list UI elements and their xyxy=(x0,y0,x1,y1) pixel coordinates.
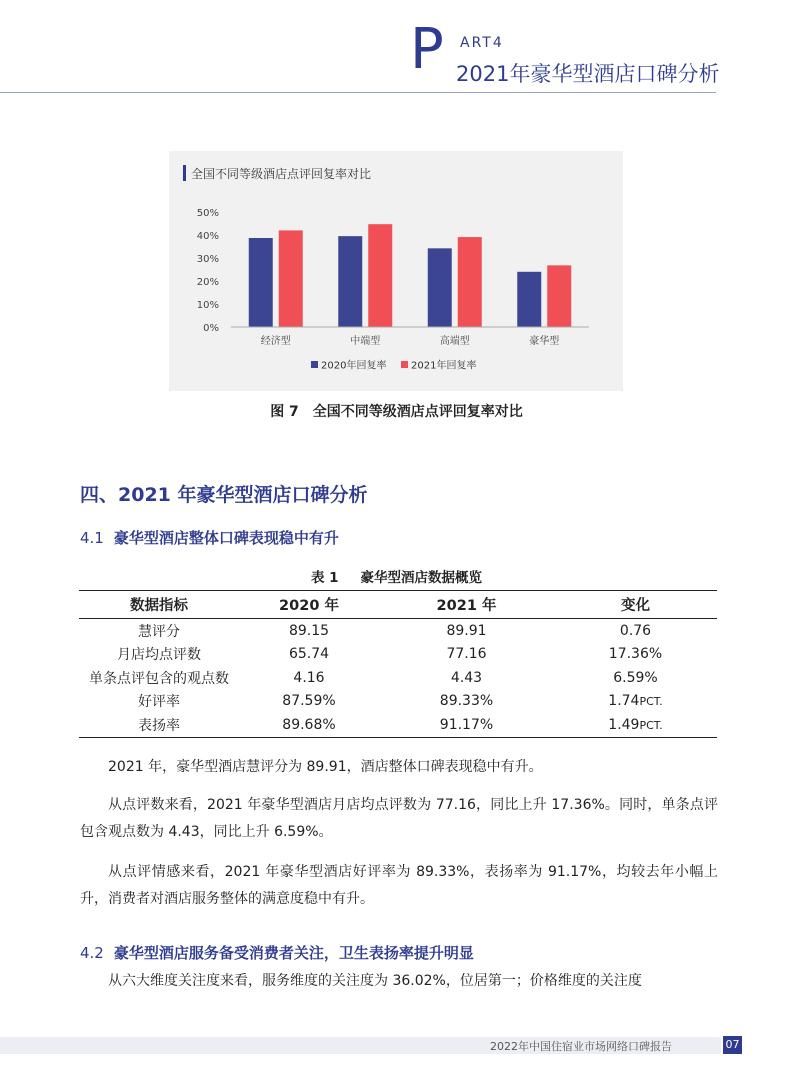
bar-2021 xyxy=(547,265,571,327)
figure-caption: 图 7 全国不同等级酒店点评回复率对比 xyxy=(270,404,523,420)
y-tick-label: 50% xyxy=(196,208,219,219)
y-tick-label: 20% xyxy=(196,277,219,288)
table-cell: 6.59% xyxy=(613,669,658,686)
table-cell: 89.91 xyxy=(446,622,487,639)
bar-2020 xyxy=(249,238,273,327)
table-cell: 77.16 xyxy=(446,646,487,663)
bar-2020 xyxy=(517,272,541,327)
bar-2020 xyxy=(338,236,362,327)
table-cell: 1.49PCT. xyxy=(554,713,717,737)
table-cell: 89.68% xyxy=(239,713,379,737)
chart-title-marker xyxy=(183,165,186,181)
footer-report-title: 2022年中国住宿业市场网络口碑报告 xyxy=(490,1040,672,1053)
table-header-cell: 2021 年 xyxy=(379,591,554,619)
table-cell: 1.74PCT. xyxy=(608,693,663,710)
x-tick-label: 高端型 xyxy=(439,336,470,347)
table-cell: 91.17% xyxy=(379,713,554,737)
table-cell: 0.76 xyxy=(619,622,652,639)
data-table xyxy=(79,590,717,738)
table-cell: 65.74 xyxy=(288,646,330,663)
table-cell: 4.43 xyxy=(450,669,483,686)
x-tick-label: 豪华型 xyxy=(529,336,560,347)
page-header-title: 2021年豪华型酒店口碑分析 xyxy=(456,62,720,86)
legend-swatch xyxy=(401,361,408,368)
header-divider xyxy=(0,92,716,93)
subsection-heading-4-2 xyxy=(80,942,474,963)
section-heading: 四、2021 年豪华型酒店口碑分析 xyxy=(80,484,368,506)
table-header-cell: 2020 年 xyxy=(239,591,379,619)
chart-title: 全国不同等级酒店点评回复率对比 xyxy=(191,167,372,181)
table-cell: 4.16 xyxy=(293,669,325,686)
table-cell: 慧评分 xyxy=(138,623,180,640)
legend-label: 2021年回复率 xyxy=(411,360,477,372)
chart-panel xyxy=(169,151,623,391)
table-number: 表 1 xyxy=(310,570,339,586)
body-paragraph: 从点评情感来看，2021 年豪华型酒店好评率为 89.33%，表扬率为 91.17%，均较去年小幅上升，消费者对酒店服务整体的满意度稳中有升。 xyxy=(80,864,718,907)
part-letter: P xyxy=(410,17,444,82)
legend-swatch xyxy=(311,361,318,368)
table-row xyxy=(79,643,717,667)
table-cell: 87.59% xyxy=(282,693,336,710)
table-header-cell: 数据指标 xyxy=(79,591,239,619)
bar-chart xyxy=(169,151,623,391)
bar-2021 xyxy=(279,230,303,327)
table-cell: 89.15 xyxy=(288,622,330,639)
table-cell: 表扬率 xyxy=(79,713,239,737)
bar-2021 xyxy=(368,224,392,327)
table-caption xyxy=(0,566,793,586)
table-row xyxy=(79,690,717,714)
table-row xyxy=(79,619,717,643)
part-label: ART4 xyxy=(460,35,504,51)
subsection-number: 4.2 xyxy=(80,944,104,962)
table-cell: 89.33% xyxy=(439,693,494,710)
subsection-title: 豪华型酒店整体口碑表现稳中有升 xyxy=(113,529,339,547)
y-tick-label: 30% xyxy=(196,254,219,265)
table-cell: 好评率 xyxy=(138,694,180,711)
bar-2020 xyxy=(428,248,452,327)
subsection-heading-4-1 xyxy=(80,527,339,548)
legend-label: 2020年回复率 xyxy=(321,360,387,372)
bar-2021 xyxy=(458,237,482,327)
table-row xyxy=(79,713,717,737)
y-tick-label: 40% xyxy=(196,231,219,242)
table-cell: 月店均点评数 xyxy=(117,647,201,664)
subsection-title: 豪华型酒店服务备受消费者关注，卫生表扬率提升明显 xyxy=(113,944,474,962)
y-tick-label: 0% xyxy=(203,323,219,334)
table-title: 豪华型酒店数据概览 xyxy=(360,570,483,586)
table-header-cell: 变化 xyxy=(554,591,717,619)
table-header-row xyxy=(79,591,717,619)
body-paragraph: 从六大维度关注度来看，服务维度的关注度为 36.02%，位居第一；价格维度的关注度 xyxy=(108,973,642,989)
body-paragraph: 从点评数来看，2021 年豪华型酒店月店均点评数为 77.16，同比上升 17.36%。同时，单条点评包含观点数为 4.43，同比上升 6.59%。 xyxy=(80,797,718,840)
subsection-number: 4.1 xyxy=(80,529,104,547)
y-tick-label: 10% xyxy=(196,300,219,311)
page-number: 07 xyxy=(723,1036,742,1054)
table-cell: 单条点评包含的观点数 xyxy=(89,670,229,687)
table-cell: 17.36% xyxy=(608,646,663,663)
table-row xyxy=(79,666,717,690)
x-tick-label: 中端型 xyxy=(350,336,381,347)
x-tick-label: 经济型 xyxy=(260,336,291,347)
body-paragraph: 2021 年，豪华型酒店慧评分为 89.91，酒店整体口碑表现稳中有升。 xyxy=(108,759,543,775)
